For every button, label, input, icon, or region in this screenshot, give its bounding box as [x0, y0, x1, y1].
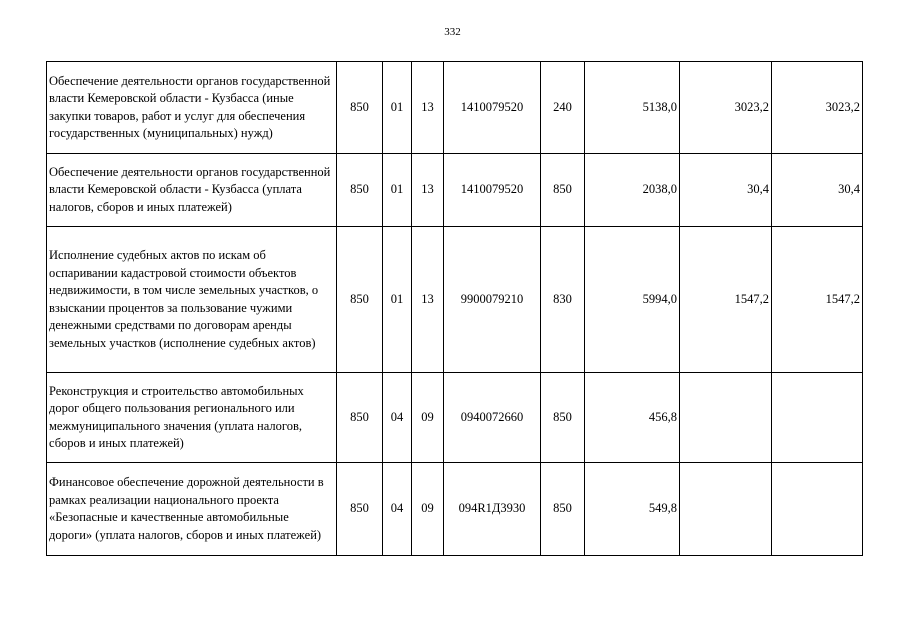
- amount-year-2: 1547,2: [680, 227, 772, 373]
- amount-year-3: 3023,2: [772, 62, 863, 154]
- department-code: 850: [337, 154, 383, 227]
- subsection-code: 09: [412, 463, 444, 556]
- expense-type-code: 240: [541, 62, 585, 154]
- amount-year-3: [772, 463, 863, 556]
- subsection-code: 13: [412, 62, 444, 154]
- expense-type-code: 850: [541, 373, 585, 463]
- amount-year-1: 2038,0: [585, 154, 680, 227]
- amount-year-1: 456,8: [585, 373, 680, 463]
- table-row: [47, 463, 863, 556]
- department-code: 850: [337, 373, 383, 463]
- amount-year-2: [680, 373, 772, 463]
- row-description: Финансовое обеспечение дорожной деятельности в рамках реализации национального проекта «Безопасные и качественные автомобильные дороги» (уплата налогов, сборов и иных платежей): [47, 463, 337, 556]
- target-article-code: 9900079210: [444, 227, 541, 373]
- expense-type-code: 830: [541, 227, 585, 373]
- row-description: Обеспечение деятельности органов государственной власти Кемеровской области - Кузбасса (уплата налогов, сборов и иных платежей): [47, 154, 337, 227]
- row-description: Реконструкция и строительство автомобильных дорог общего пользования регионального или межмуниципального значения (уплата налогов, сборов и иных платежей): [47, 373, 337, 463]
- expense-type-code: 850: [541, 463, 585, 556]
- department-code: 850: [337, 463, 383, 556]
- amount-year-1: 5994,0: [585, 227, 680, 373]
- target-article-code: 0940072660: [444, 373, 541, 463]
- table-row: [47, 373, 863, 463]
- section-code: 04: [383, 463, 412, 556]
- table-row: [47, 62, 863, 154]
- amount-year-2: 30,4: [680, 154, 772, 227]
- target-article-code: 1410079520: [444, 154, 541, 227]
- amount-year-2: [680, 463, 772, 556]
- subsection-code: 13: [412, 227, 444, 373]
- section-code: 01: [383, 227, 412, 373]
- amount-year-1: 549,8: [585, 463, 680, 556]
- section-code: 01: [383, 62, 412, 154]
- amount-year-3: 1547,2: [772, 227, 863, 373]
- amount-year-1: 5138,0: [585, 62, 680, 154]
- row-description: Обеспечение деятельности органов государственной власти Кемеровской области - Кузбасса (иные закупки товаров, работ и услуг для обеспечения государственных (муниципальных) нужд): [47, 62, 337, 154]
- target-article-code: 094R1Д3930: [444, 463, 541, 556]
- expense-type-code: 850: [541, 154, 585, 227]
- table-row: [47, 227, 863, 373]
- target-article-code: 1410079520: [444, 62, 541, 154]
- department-code: 850: [337, 62, 383, 154]
- department-code: 850: [337, 227, 383, 373]
- subsection-code: 13: [412, 154, 444, 227]
- section-code: 04: [383, 373, 412, 463]
- amount-year-3: [772, 373, 863, 463]
- amount-year-2: 3023,2: [680, 62, 772, 154]
- subsection-code: 09: [412, 373, 444, 463]
- page-number: 332: [444, 26, 461, 38]
- row-description: Исполнение судебных актов по искам об оспаривании кадастровой стоимости объектов недвижимости, в том числе земельных участков, о взыскании процентов за пользование чужими денежными средствами по договорам аренды земельных участков (исполнение судебных актов): [47, 227, 337, 373]
- section-code: 01: [383, 154, 412, 227]
- table-row: [47, 154, 863, 227]
- budget-table: [46, 61, 863, 556]
- amount-year-3: 30,4: [772, 154, 863, 227]
